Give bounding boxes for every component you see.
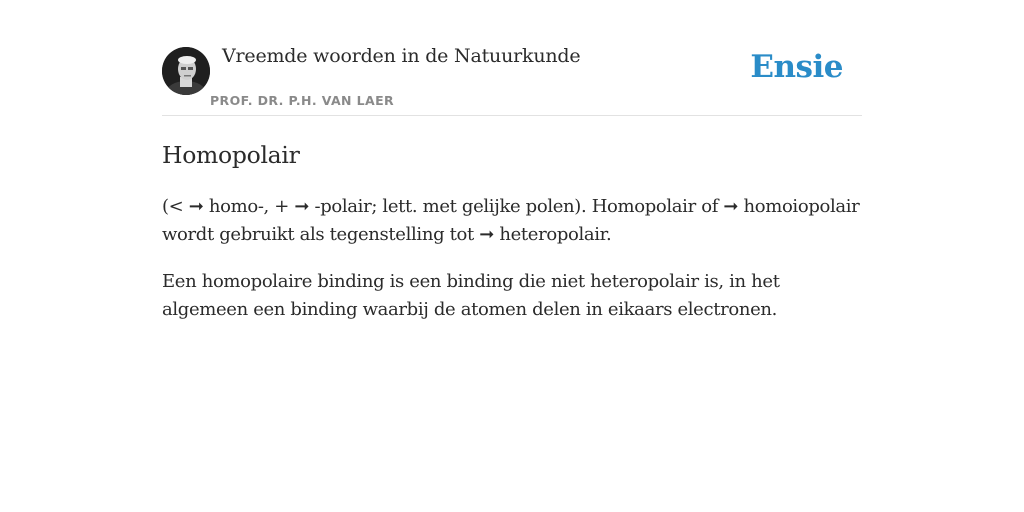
header [162, 0, 862, 116]
author-name[interactable]: PROF. DR. P.H. VAN LAER [210, 93, 395, 108]
entry-paragraph: (< ➞ homo-, + ➞ -polair; lett. met gelijke polen). Homopolair of ➞ homoiopolair wordt gebruikt als tegenstelling tot ➞ heteropolair. [162, 196, 860, 245]
book-title[interactable]: Vreemde woorden in de Natuurkunde [222, 45, 581, 67]
author-portrait-icon [162, 47, 210, 95]
brand-logo[interactable]: Ensie [750, 49, 843, 85]
entry-title: Homopolair [162, 141, 300, 169]
entry-paragraph: Een homopolaire binding is een binding die niet heteropolair is, in het algemeen een binding waarbij de atomen delen in eikaars electronen. [162, 271, 780, 320]
content-container [162, 0, 862, 324]
author-avatar[interactable] [162, 47, 210, 95]
